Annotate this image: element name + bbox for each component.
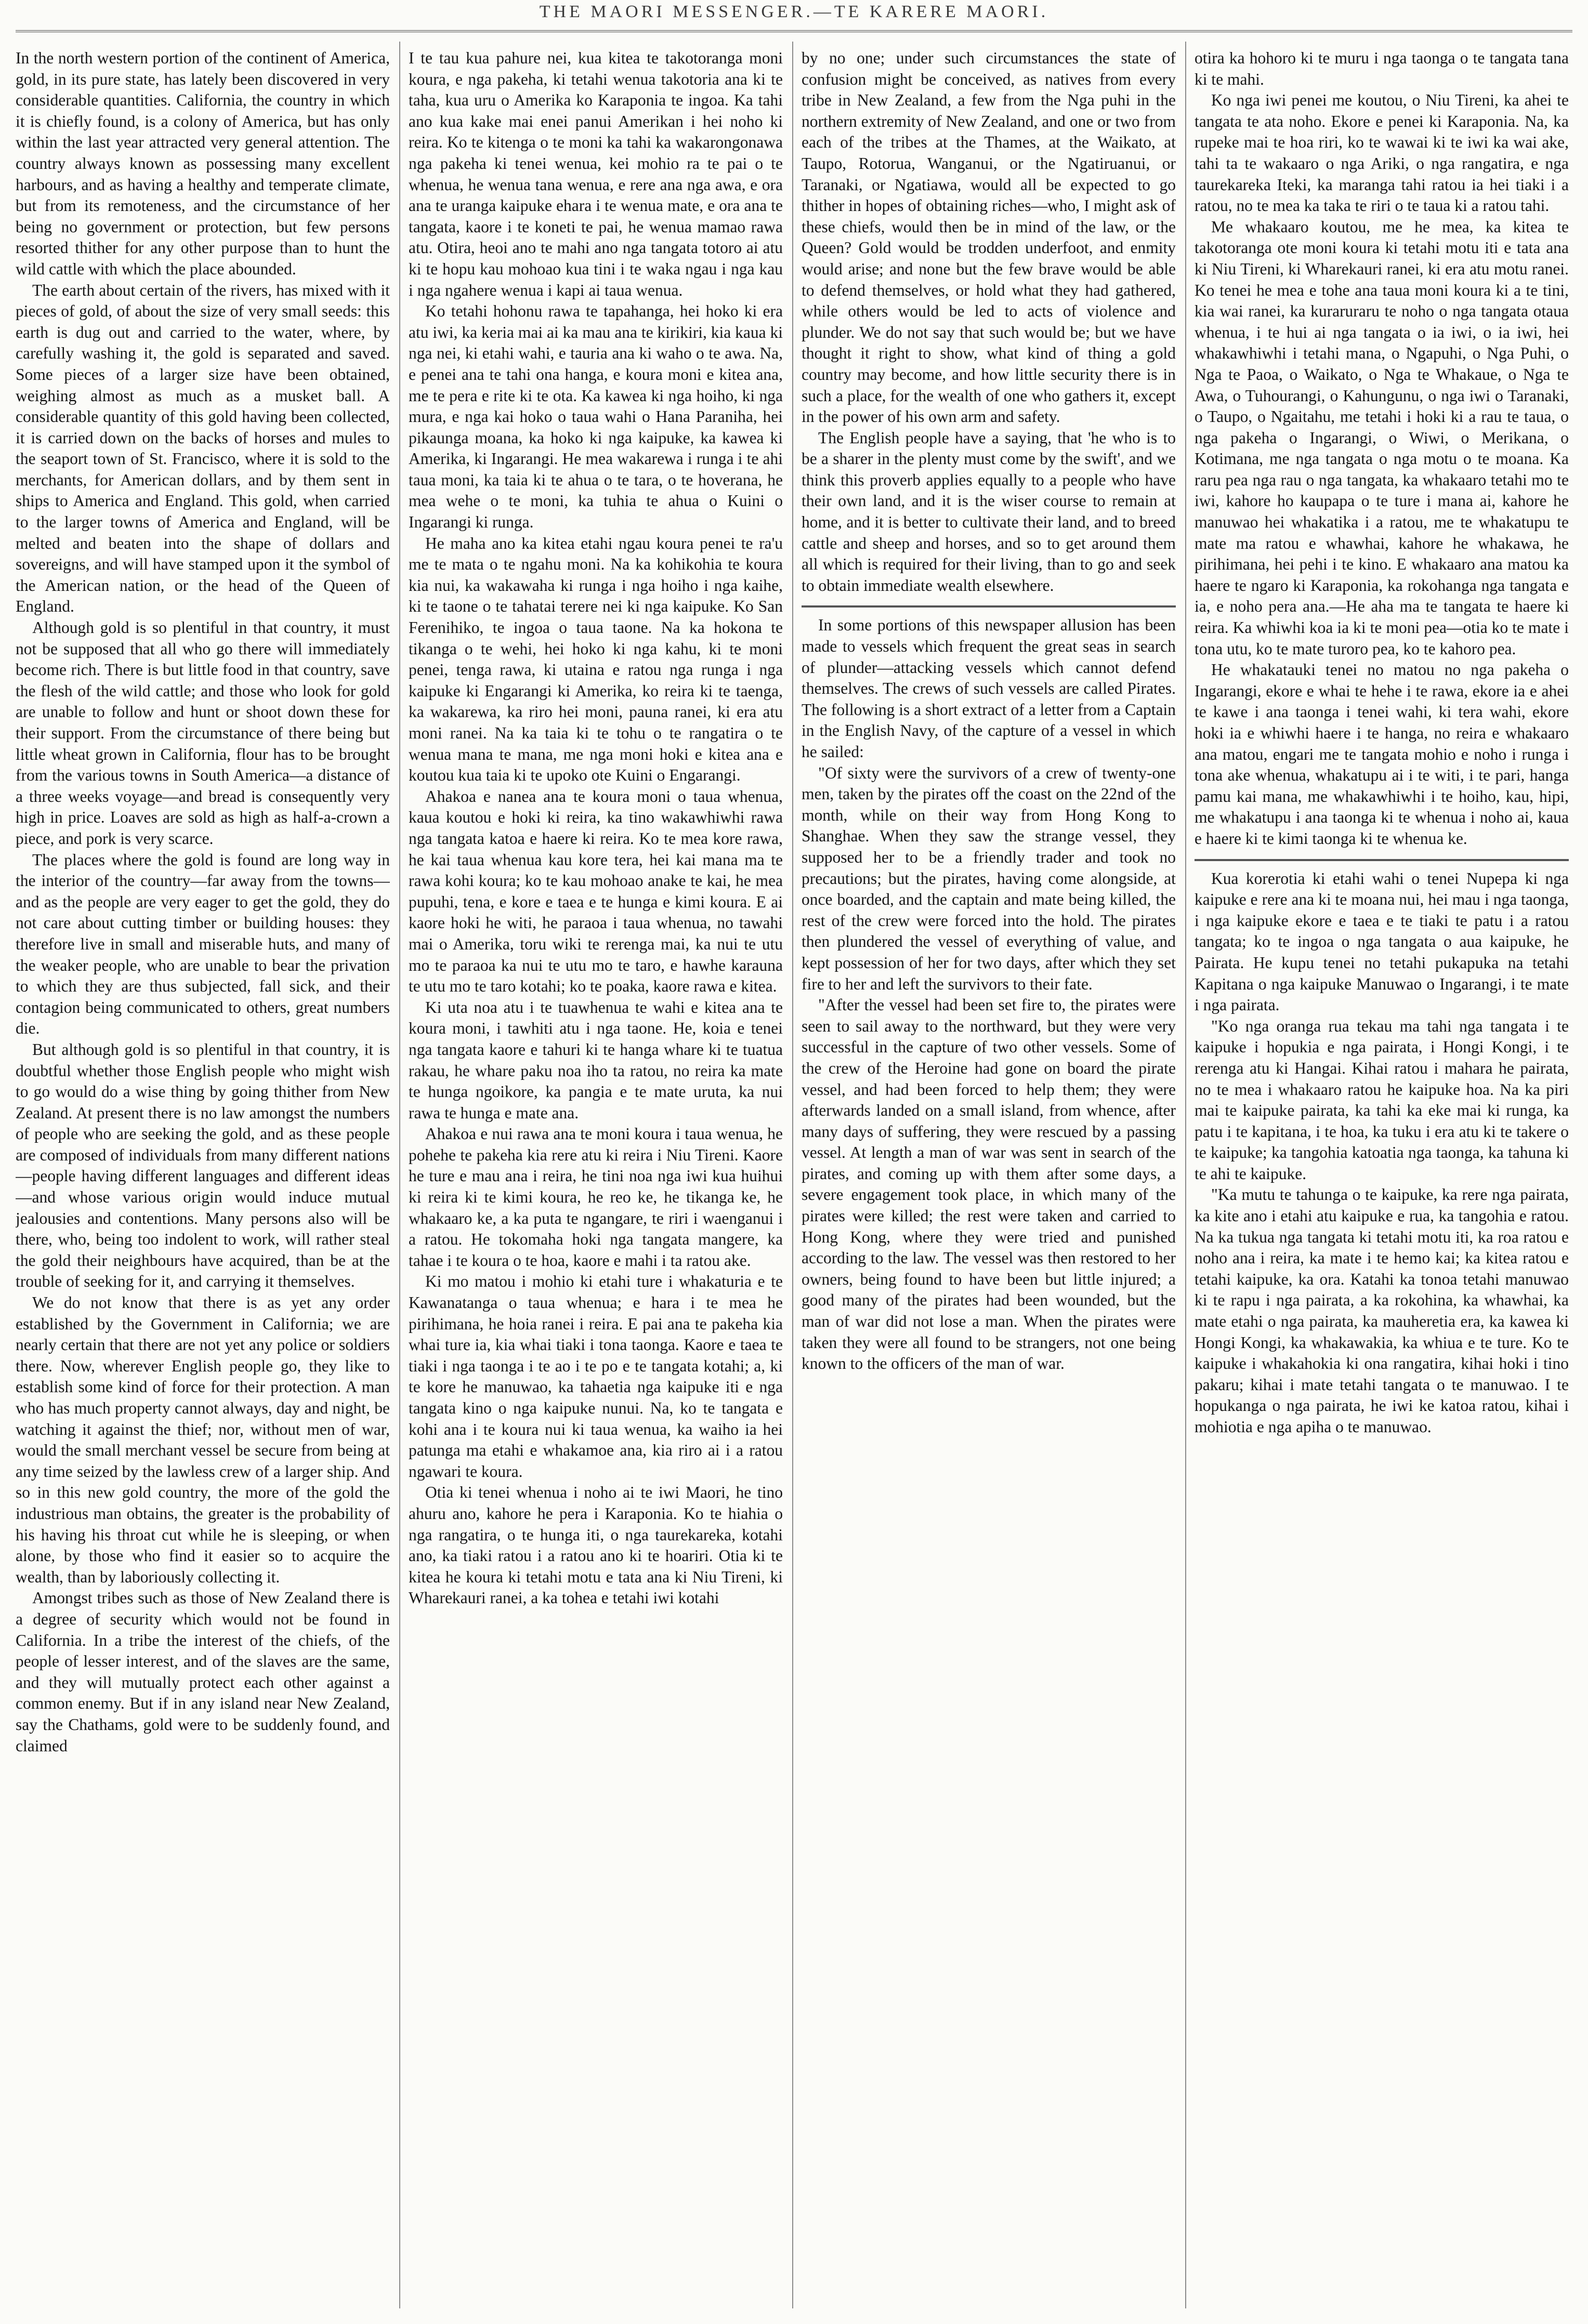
- running-head: THE MAORI MESSENGER.—TE KARERE MAORI.: [539, 2, 1049, 21]
- paragraph: Kua korerotia ki etahi wahi o tenei Nupepa ki nga kaipuke e rere ana ki te moana nui, hei mau i nga taonga, i nga kaipuke ekore e taea e te tiaki te patu i a ratou tangata; ko te ingoa o nga tangata o aua kaipuke, he Pairata. He kupu tenei no tetahi pukapuka na tetahi Kapitana o nga kaipuke Manuwao o Ingarangi, i te mate i nga pairata.: [1195, 869, 1569, 1014]
- paragraph: In some portions of this newspaper allusion has been made to vessels which frequent the great seas in search of plunder—attacking vessels which cannot defend themselves. The crews of such vessels are called Pirates. The following is a short extract of a letter from a Captain in the English Navy, of the capture of a vessel in which he sailed:: [802, 616, 1176, 761]
- column-divider: [792, 42, 793, 2308]
- paragraph: The places where the gold is found are long way in the interior of the country—far away from the towns—and as the people are very eager to get the gold, they do not care about cutting timber or building houses: they therefore live in small and miserable huts, and many of the weaker people, who are unable to bear the privation to which they are thus subjected, fall sick, and their contagion being communicated to others, great numbers die.: [16, 850, 390, 1038]
- paragraph: I te tau kua pahure nei, kua kitea te takotoranga moni koura, e nga pakeha, ki tetahi wenua takotoria ana ki te taha, kua uru o Amerika ko Karaponia te ingoa. Ka tahi ano kua kake mai enei panui Amerikan i hei noho ki reira. Ko te kitenga o te moni ka tahi ka wakarongonawa nga pakeha ki tenei wenua, kei mohio ra te pai o te whenua, he wenua tana wenua, e rere ana nga awa, e ora ana te uranga kaipuke ehara i te wenua mate, e ora ana te tangata, kaore i te koneti te pai, he wenua mamao rawa atu. Otira, heoi ano te mahi ano nga tangata totoro ai atu ki te hopu kau mohoao kua tini i te waka ngau i nga kau i nga ngahere wenua i kapi ai taua wenua.: [409, 49, 783, 299]
- column-maori-pirates: [1195, 48, 1569, 2314]
- paragraph: But although gold is so plentiful in that country, it is doubtful whether those English people who might wish to go would do a wise thing by going thither from New Zealand. At present there is no law amongst the numbers of people who are seeking the gold, and as these people are composed of individuals from many different nations—people having different languages and different ideas—and whose various origin would induce mutual jealousies and contentions. Many persons also will be there, who, being too indolent to work, will rather steal the gold their neighbours have acquired, than be at the trouble of seeking for it, and carrying it themselves.: [16, 1040, 390, 1291]
- paragraph: Ahakoa e nanea ana te koura moni o taua whenua, kaua koutou e hoki ki reira, ka tino wakawhiwhi rawa nga tangata katoa e haere ki reira. Ko te mea kore rawa, he kai taua whenua kau kore tera, hei kai mana ma te rawa kohi koura; ko te kau mohoao anake te kai, he mea pupuhi, tena, e kore e taea e te hunga e kimi koura. E ai kaore hoki he witi, he paraoa i taua whenua, no tawahi mai o Amerika, toru wiki te rerenga mai, ka nui te utu mo te paraoa ka nui te utu mo te taro, e hawhe karauna te utu mo te taro kotahi; ko te poaka, kaore rawa e kitea.: [409, 787, 783, 996]
- paragraph: Ko nga iwi penei me koutou, o Niu Tireni, ka ahei te tangata te ata noho. Ekore e penei ki Karaponia. Na, ka rupeke mai te hoa riri, ko te wawai ki te iwi ka wai ake, tahi ta te wakaaro o nga Ariki, o nga rangatira, e nga taurekareka Iteki, ka maranga tahi ratou ia hei tiaki i a ratou, no te mea ka taka te riri o te taua ki a ratou tahi.: [1195, 91, 1569, 215]
- paragraph: Amongst tribes such as those of New Zealand there is a degree of security which would not be found in California. In a tribe the interest of the chiefs, of the people of lesser interest, and of the slaves are the same, and they will mutually protect each other against a common enemy. But if in any island near New Zealand, say the Chathams, gold were to be suddenly found, and claimed: [16, 1589, 390, 1755]
- paragraph: "Of sixty were the survivors of a crew of twenty-one men, taken by the pirates off the coast on the 22nd of the month, while on their way from Hong Kong to Shanghae. When they saw the strange vessel, they supposed her to be a friendly trader and took no precautions; but the pirates, having come alongside, at once boarded, and the captain and mate being killed, the rest of the crew were forced into the hold. The pirates then plundered the vessel of everything of value, and kept possession of her for two days, after which they set fire to her and left the survivors to their fate.: [802, 763, 1176, 993]
- paragraph: Although gold is so plentiful in that country, it must not be supposed that all who go there will immediately become rich. There is but little food in that country, save the flesh of the wild cattle; and those who look for gold are unable to follow and hunt or shoot down these for their support. From the circumstance of there being but little wheat grown in California, flour has to be brought from the various towns in South America—a distance of a three weeks voyage—and bread is consequently very high in price. Loaves are sold as high as half-a-crown a piece, and pork is very scarce.: [16, 618, 390, 848]
- paragraph: In the north western portion of the continent of America, gold, in its pure state, has lately been discovered in very considerable quantities. California, the country in which it is chiefly found, is a colony of America, but has only within the last year attracted very general attention. The country always known as possessing many excellent harbours, and as having a healthy and temperate climate, but from its remoteness, and the circumstance of her being no government or protection, but few persons resorted thither for any other purpose than to hunt the wild cattle with which the place abounded.: [16, 49, 390, 278]
- paragraph: "Ka mutu te tahunga o te kaipuke, ka rere nga pairata, ka kite ano i etahi atu kaipuke e rua, ka tangohia e ratou. Na ka tukua nga tangata ki tetahi motu iti, ka roa ratou e noho ana i reira, ka mate i te hemo kai; ka kitea ratou e tetahi kaipuke, ka ora. Katahi ka tonoa tetahi manuwao ki te rapu i nga pairata, a ka rokohina, ka whawhai, ka mate etahi o nga pairata, ka mauheretia era, ka kawea ki Hongi Kongi, ka whakawakia, ka whiua e te ture. Ko te kaipuke i whakahokia ki ona rangatira, kihai hoki i tino pakaru; kihai i mate tetahi tangata o te manuwao. I te hopukanga o nga pairata, he iwi ke katoa ratou, kihai i mohiotia e nga apiha o te manuwao.: [1195, 1185, 1569, 1436]
- paragraph: Ahakoa e nui rawa ana te moni koura i taua wenua, he pohehe te pakeha kia rere atu ki reira i Niu Tireni. Kaore he ture e mau ana i reira, he tini noa nga iwi kua huihui ki reira ki te kimi koura, he reo ke, he tikanga ke, he whakaaro ke, a ka puta te ngangare, te riri i waenganui i a ratou. He tokomaha hoki nga tangata mangere, ka tahae i te koura o te hoa, kaore e mahi i ta ratou ake.: [409, 1125, 783, 1270]
- column-divider: [1185, 42, 1186, 2308]
- paragraph: Ki mo matou i mohio ki etahi ture i whakaturia e te Kawanatanga o taua whenua; e hara i te mea he pirihimana, he hoia ranei i reira. E pai ana te pakeha kia whai ture ia, kia whai tiaki i tona taonga. Kaore e taea te tiaki i nga taonga i te ao i te po e te tangata kotahi; a, ki te kore he manuwao, ka tahaetia nga kaipuke iti e nga tangata kino o nga kaipuke nunui. Na, ko te tangata e kohi ana i te koura nui ki taua wenua, ka waiho ia hei patunga ma etahi e whakamoe ana, kia riro ai i a ratou ngawari te koura.: [409, 1272, 783, 1481]
- paragraph: Otia ki tenei whenua i noho ai te iwi Maori, he tino ahuru ano, kahore he pera i Karaponia. Ko te hiahia o nga rangatira, o te hunga iti, o nga taurekareka, kotahi ano, ka tiaki ratou i a ratou ano ki te hoariri. Otia ki te kitea he koura ki tetahi motu e tata ana ki Niu Tireni, ki Wharekauri ranei, a ka tohea e tetahi iwi kotahi: [409, 1483, 783, 1607]
- header-rule: [16, 30, 1572, 32]
- paragraph: Me whakaaro koutou, me he mea, ka kitea te takotoranga ote moni koura ki tetahi motu iti e tata ana ki Niu Tireni, ki Wharekauri ranei, ki era atu motu ranei. Ko tenei he mea e tohe ana taua moni koura ki a te tini, kia wai ranei, ka kuraruraru te noho o nga tangata otaua whenua, i te hui ai nga tangata o ia iwi, o ia iwi, hei whakawhiwhi i tetahi mana, o Ngapuhi, o Nga Puhi, o Nga te Paoa, o Waikato, o Nga te Whakaue, o Nga te Awa, o Tuhourangi, o Kahungunu, o nga iwi o Taranaki, o Taupo, o Ngaitahu, me tetahi i hoki ki a rau te taua, o nga pakeha o Ingarangi, o Wiwi, o Merikana, o Kotimana, me nga tangata o nga motu o te moana. Ka raru pea nga rau o nga tangata, ka whakaaro tetahi mo te iwi, kahore ho kaupapa o te ture i mana ai, kahore he manuwao hei whakatika i a ratou, me te whakatupu te mate ma ratou e whawhai, kahore he whakawa, he pirihimana, hei pehi i te kino. E whakaaro ana matou ka haere te ngaro ki Karaponia, ka rokohanga nga tangata e ia, e noho pera ana.—He aha ma te tangata te haere ki reira. Ka whiwhi koa ia ki te moni pea—otia ko te mate i tona utu, ko te mate turoro pea, ko te kahoro pea.: [1195, 217, 1569, 658]
- paragraph: "After the vessel had been set fire to, the pirates were seen to sail away to the northward, but they were very successful in the capture of two other vessels. Some of the crew of the Heroine had gone on board the pirate vessel, and had been forced to help them; they were afterwards landed on a small island, from whence, after many days of suffering, they were rescued by a passing vessel. At length a man of war was sent in search of the pirates, and coming up with them after some days, a severe engagement took place, in which many of the pirates were killed; the rest were taken and carried to Hong Kong, where they were tried and punished according to the law. The vessel was then restored to her owners, being found to have been but little injured; a good many of the pirates had been wounded, but the man of war did not lose a man. When the pirates were taken they were all found to be strangers, not one being known to the officers of the man of war.: [802, 996, 1176, 1373]
- paragraph: by no one; under such circumstances the state of confusion might be conceived, as natives from every tribe in New Zealand, a few from the Nga puhi in the northern extremity of New Zealand, and one or two from each of the tribes at the Thames, at the Waikato, at Taupo, Rotorua, Wanganui, or the Ngatiruanui, or Taranaki, or Ngatiawa, would all be expected to go thither in hopes of obtaining riches—who, I might ask of these chiefs, would then be in mind of the law, or the Queen? Gold would be trodden underfoot, and enmity would arise; and none but the few brave would be able to defend themselves, or hold what they had gathered, while others would be led to acts of violence and plunder. We do not say that such would be; but we have thought it right to show, what kind of thing a gold country may become, and how little security there is in such a place, for the wealth of one who gathers it, except in the power of his own arm and safety.: [802, 49, 1176, 426]
- paragraph: "Ko nga oranga rua tekau ma tahi nga tangata i te kaipuke i hopukia e nga pairata, i Hongi Kongi, i te rerenga atu ki Hangai. Kihai ratou i mahara he pairata, no te mea i whakaaro ratou he kaipuke hoa. Na ka piri mai te kaipuke pairata, ka tahi ka eke mai ki runga, ka patu i te kapitana, i te hoa, ka tuku i era atu ki te takere o te kaipuke; ka tangohia katoatia nga taonga, ka tahuna ki te ahi te kaipuke.: [1195, 1016, 1569, 1183]
- paragraph: He maha ano ka kitea etahi ngau koura penei te ra'u me te mata o te ngahu moni. Na ka kohikohia te koura kia nui, ka wakawaha ki runga i nga hoiho i nga kaihe, ki te taone o te tahatai terere nei ki nga kaipuke. Ko San Ferenihiko, te ingoa o taua taone. Na ka hokona te tikanga o te wehi, hei hoko ki nga kahu, ki te moni penei, tenga rawa, ki utaina e ratou nga runga i nga kaipuke ki Engarangi ki Amerika, ko reira ki te taenga, ka wakarewa, ka riro hei moni, pauna ranei, ki era atu moni ranei. Na ka taia ki te tohu o te rangatira o te wenua mana te mana, me nga moni hoki e kitea ana e koutou kua taia ki te upoko ote Kuini o Engarangi.: [409, 534, 783, 785]
- paragraph: Ki uta noa atu i te tuawhenua te wahi e kitea ana te koura moni, i tawhiti atu i nga taone. He, koia e tenei nga tangata kaore e tahuri ki te hanga whare ki te tuatua rakau, he whare paku noa iho ta ratou, no reira ka mate te hunga ngoikore, ka pangia e te mate uruta, ka nui rawa te hunga e mate ana.: [409, 998, 783, 1122]
- paragraph: The English people have a saying, that 'he who is to be a sharer in the plenty must come by the swift', and we think this proverb applies equally to a people who have their own land, and it is the wiser course to remain at home, and it is better to cultivate their land, and to breed cattle and sheep and horses, and so to get around them all which is required for their living, than to go and seek to obtain immediate wealth elsewhere.: [802, 428, 1176, 595]
- column-english-pirates: [802, 48, 1176, 2314]
- paragraph: Ko tetahi hohonu rawa te tapahanga, hei hoko ki era atu iwi, ka keria mai ai ka mau ana te kirikiri, kia kaua ki nga nei, ki etahi wahi, e tauria ana ki waho o te awa. Na, e penei ana te tahi ona hanga, e koura moni e kitea ana, me te pera e rite ki te ota. Ka kawea ki nga hoiho, ki nga mura, e nga kai hoko o taua wahi o Hana Paraniha, hei pikaunga moana, ka hoko ki nga kaipuke, ka kawea ki Amerika, ki Ingarangi. He mea wakarewa i runga i te ahi taua moni, ka taia ki te ahua o te tara, o te hoverana, he mea wehe o te moni, ka tuhia te ahua o Kuini o Ingarangi ki runga.: [409, 302, 783, 532]
- paragraph: The earth about certain of the rivers, has mixed with it pieces of gold, of about the size of very small seeds: this earth is dug out and carried to the water, where, by carefully washing it, the gold is separated and saved. Some pieces of a larger size have been obtained, weighing almost as much as a musket ball. A considerable quantity of this gold having been collected, it is carried down on the backs of horses and mules to the seaport town of St. Francisco, where it is sold to the merchants, for American dollars, and by them sent in ships to America and England. This gold, when carried to the larger towns of America and England, will be melted and beaten into the shape of dollars and sovereigns, and will have stamped upon it the symbol of the American nation, or the head of the Queen of England.: [16, 281, 390, 616]
- paragraph: He whakatauki tenei no matou no nga pakeha o Ingarangi, ekore e whai te hehe i te rawa, ekore ia e ahei te kawe i ana taonga i tenei wahi, ki tera wahi, ekore hoki ia e whiwhi haere i te hanga, no reira e whakaaro ana matou, engari me te tangata mohio e noho i runga i tona ake whenua, whakatupu ai i te witi, i te pari, hanga pamu kai mana, me whakawhiwhi i te hoiho, kau, hipi, me whakatupu i ana taonga ki te whenua i noho ai, kaua e haere ki te kimi taonga ki te whenua ke.: [1195, 661, 1569, 848]
- column-divider: [399, 42, 400, 2308]
- column-maori-gold: [409, 48, 783, 2314]
- paragraph: We do not know that there is as yet any order established by the Government in California; we are nearly certain that there are not yet any police or soldiers there. Now, wherever English people go, they like to establish some kind of force for their protection. A man who has much property cannot always, day and night, be watching it against the thief; nor, without men of war, would the small merchant vessel be secure from being at any time seized by the lawless crew of a larger ship. And so in this new gold country, the more of the gold the industrious man obtains, the greater is the probability of his having his throat cut while he is sleeping, or when alone, by those who find it easier so to acquire the wealth, than by laboriously collecting it.: [16, 1293, 390, 1586]
- column-english-gold: [16, 48, 390, 2314]
- section-rule: [802, 605, 1176, 608]
- paragraph: otira ka hohoro ki te muru i nga taonga o te tangata tana ki te mahi.: [1195, 49, 1569, 88]
- section-rule: [1195, 859, 1569, 861]
